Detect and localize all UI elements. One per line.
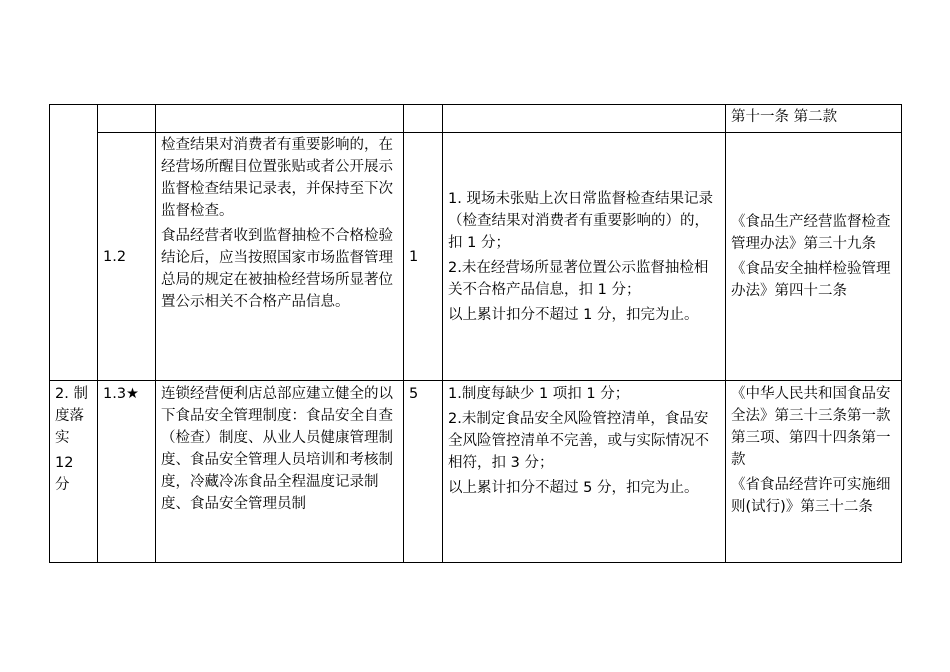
score-value: 1 bbox=[409, 248, 419, 265]
number-cell bbox=[98, 105, 156, 133]
number-cell bbox=[98, 133, 156, 381]
basis-cell bbox=[726, 105, 902, 133]
basis-paragraph: 《中华人民共和国食品安全法》第三十三条第一款第三项、第四十四条第一款 bbox=[731, 386, 891, 468]
basis-cell bbox=[726, 133, 902, 381]
basis-paragraph: 《食品安全抽样检验管理办法》第四十二条 bbox=[731, 261, 891, 299]
content-cell bbox=[156, 133, 404, 381]
method-paragraph: 以上累计扣分不超过 1 分，扣完为止。 bbox=[448, 306, 699, 323]
category-cell bbox=[50, 381, 98, 563]
content-cell bbox=[156, 105, 404, 133]
score-cell bbox=[404, 381, 443, 563]
method-paragraph: 1.制度每缺少 1 项扣 1 分； bbox=[448, 386, 630, 402]
method-paragraph: 1. 现场未张贴上次日常监督检查结果记录（检查结果对消费者有重要影响的）的，扣 1 分； bbox=[448, 190, 713, 251]
method-paragraph: 以上累计扣分不超过 5 分，扣完为止。 bbox=[448, 480, 699, 496]
method-cell bbox=[443, 105, 726, 133]
category-points: 12 分 bbox=[55, 455, 74, 493]
method-paragraph: 2.未在经营场所显著位置公示监督抽检相关不合格产品信息，扣 1 分； bbox=[448, 259, 709, 298]
category-cell bbox=[50, 105, 98, 381]
method-paragraph: 2.未制定食品安全风险管控清单，食品安全风险管控清单不完善，或与实际情况不相符，扣 3 分； bbox=[448, 411, 709, 471]
table-row bbox=[50, 381, 902, 563]
method-cell bbox=[443, 381, 726, 563]
content-cell bbox=[156, 381, 404, 563]
method-cell bbox=[443, 133, 726, 381]
score-cell bbox=[404, 133, 443, 381]
basis-paragraph: 《食品生产经营监督检查管理办法》第三十九条 bbox=[731, 214, 891, 252]
table-row bbox=[50, 105, 902, 133]
number-cell bbox=[98, 381, 156, 563]
basis-text: 第十一条 第二款 bbox=[731, 109, 838, 125]
item-number: 1.3★ bbox=[103, 386, 140, 402]
item-number: 1.2 bbox=[103, 248, 127, 265]
basis-paragraph: 《省食品经营许可实施细则(试行)》第三十二条 bbox=[731, 477, 891, 515]
basis-cell bbox=[726, 381, 902, 563]
content-paragraph: 检查结果对消费者有重要影响的，在经营场所醒目位置张贴或者公开展示监督检查结果记录表，并保持至下次监督检查。 bbox=[161, 137, 393, 219]
score-cell bbox=[404, 105, 443, 133]
content-paragraph: 食品经营者收到监督抽检不合格检验结论后，应当按照国家市场监督管理总局的规定在被抽检经营场所显著位置公示相关不合格产品信息。 bbox=[161, 228, 393, 310]
content-paragraph: 连锁经营便利店总部应建立健全的以下食品安全管理制度：食品安全自查（检查）制度、从业人员健康管理制度、食品安全管理人员培训和考核制度，冷藏冷冻食品全程温度记录制度、食品安全管理员制 bbox=[161, 386, 393, 512]
table-row bbox=[50, 133, 902, 381]
regulation-table bbox=[49, 104, 902, 563]
score-value: 5 bbox=[409, 386, 419, 402]
category-label: 2. 制度落实 bbox=[55, 386, 88, 446]
